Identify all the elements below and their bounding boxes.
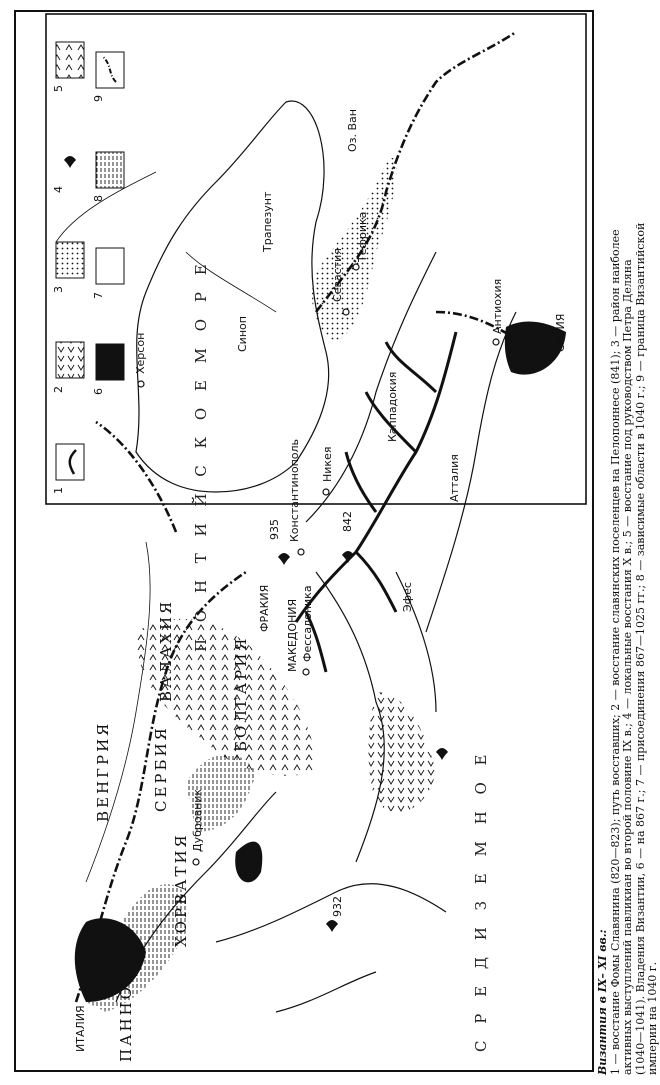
label-tephrike: Тефрика — [356, 211, 369, 262]
legend-num-2: 2 — [52, 386, 65, 393]
label-sebastia: Севастия — [331, 248, 344, 302]
caption-line-2: активных выступлений павликиан во второй половине IX в.; 4 — локальные восстания X в.; 5 — восстание под руководством Петра Деляна — [621, 259, 635, 1075]
label-ephesus: Эфес — [401, 582, 414, 612]
legend-num-5: 5 — [52, 85, 65, 92]
label-attalia: Атталия — [448, 454, 461, 502]
label-serbia: СЕРБИЯ — [152, 725, 170, 812]
caption-line-4: империи на 1040 г. — [646, 961, 660, 1075]
label-pontic-sea: П О Н Т И Й С К О Е М О Р Е — [192, 258, 210, 652]
caption-line-3: (1040—1041). Владения Византии, 6 — на 867 г.; 7 — присоединения 867—1025 гг.; 8 — зависимые области в 1040 г.; 9 — граница Византийской — [633, 222, 647, 1075]
label-sinope: Синоп — [236, 316, 249, 352]
legend-num-1: 1 — [52, 487, 65, 494]
label-cherson: Херсон — [134, 332, 147, 374]
label-pannonia: ПАННОНИЯ — [117, 936, 135, 1062]
label-macedonia: МАКЕДОНИЯ — [286, 598, 299, 672]
mark-935: 935 — [268, 519, 281, 540]
mark-842: 842 — [341, 511, 354, 532]
map-caption — [596, 15, 660, 1075]
label-bulgaria: БОЛГАРИЯ — [232, 635, 250, 752]
label-constantinople: Константинополь — [288, 438, 301, 542]
label-croatia: ХОРВАТИЯ — [172, 832, 190, 947]
historical-map — [16, 12, 596, 1074]
label-hungary: ВЕНГРИЯ — [94, 720, 112, 822]
label-antioch: Антиохия — [491, 278, 504, 334]
label-dubrovnik: Дубровник — [191, 788, 204, 852]
label-cappadocia: Каппадокия — [386, 371, 399, 442]
label-syria: СИРИЯ — [554, 313, 567, 352]
map-frame — [14, 10, 594, 1072]
label-wallachia: ВАЛАХИЯ — [157, 598, 175, 702]
caption-title: Византия в IX– XI вв.: — [596, 929, 609, 1075]
label-thrace: ФРАКИЯ — [258, 584, 271, 632]
legend-num-8: 8 — [92, 195, 105, 202]
slavic-uprising-area — [369, 692, 437, 812]
legend-num-3: 3 — [52, 286, 65, 293]
legend — [46, 14, 586, 504]
label-lake-van: Оз. Ван — [346, 109, 359, 152]
label-trapezunt: Трапезунт — [261, 191, 274, 252]
label-thessalonica: Фессалоника — [301, 585, 314, 662]
label-italy: ИТАЛИЯ — [74, 1005, 87, 1052]
legend-num-9: 9 — [92, 95, 105, 102]
label-nicaea: Никея — [321, 446, 334, 482]
mark-932: 932 — [331, 896, 344, 917]
label-mediterranean: С Р Е Д И З Е М Н О Е — [472, 748, 490, 1052]
legend-num-7: 7 — [92, 292, 105, 299]
caption-line-1: 1 — восстание Фомы Славянина (820—823); путь восставших; 2 — восстание славянских поселенцев на Пелопоннесе (841); 3 — район наиболее — [608, 229, 622, 1075]
legend-num-4: 4 — [52, 186, 65, 193]
legend-num-6: 6 — [92, 388, 105, 395]
